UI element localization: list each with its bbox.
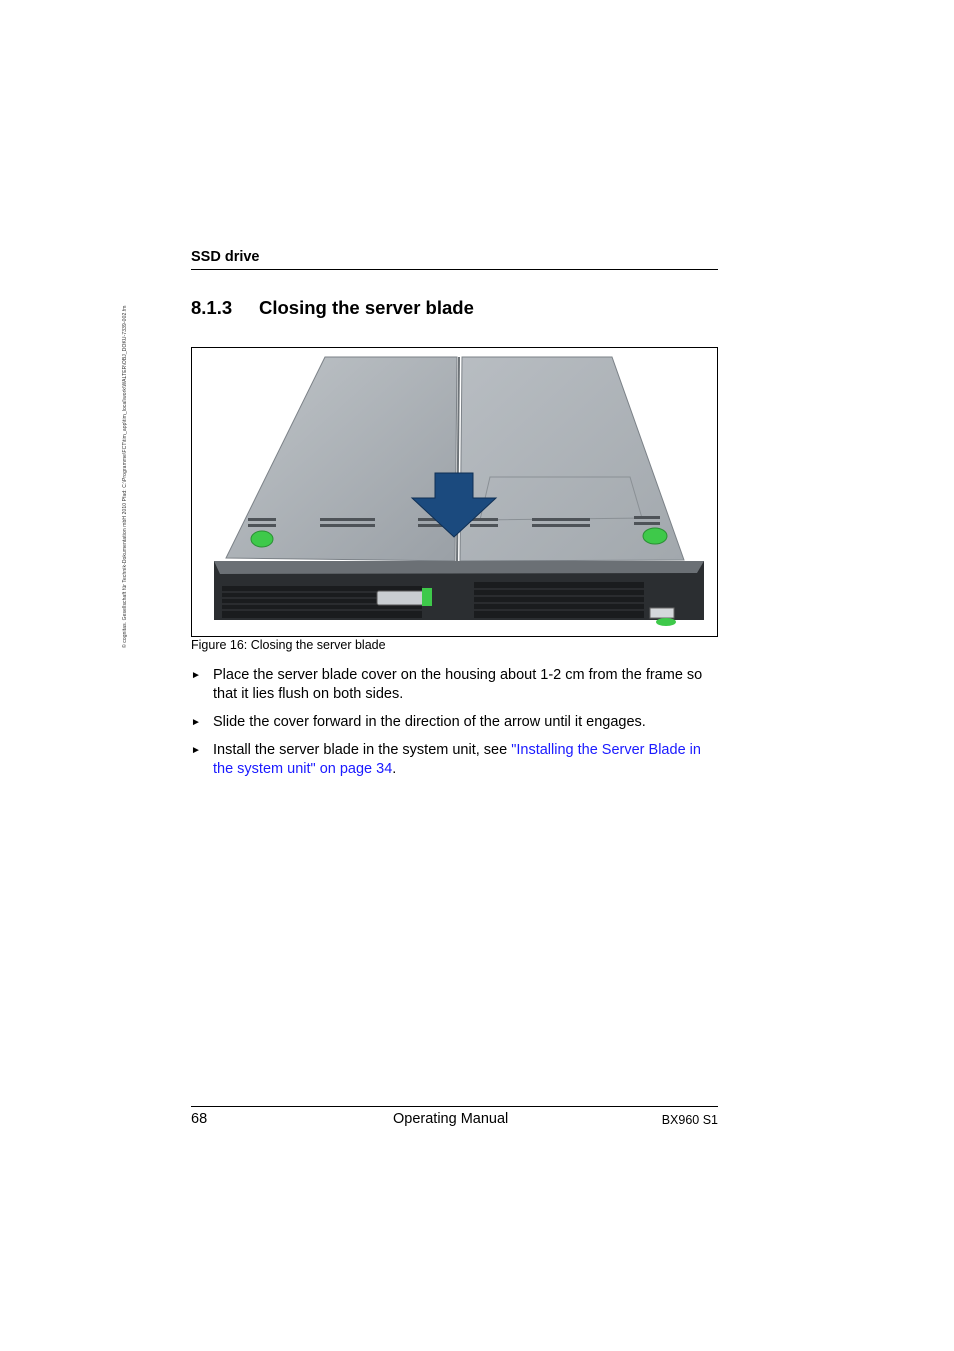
page-number: 68 (191, 1111, 208, 1127)
bullet-icon: ► (191, 745, 201, 756)
model-name: BX960 S1 (661, 1113, 718, 1127)
page-footer (191, 1106, 718, 1131)
server-blade-illustration (192, 348, 717, 636)
instruction-list (191, 666, 718, 788)
bullet-icon: ► (191, 717, 201, 728)
list-item (191, 713, 718, 732)
step-text-end: . (392, 761, 397, 777)
section-number: 8.1.3 (191, 297, 233, 318)
running-head: SSD drive (191, 249, 718, 270)
front-port (650, 608, 674, 618)
margin-file-path-note: © cognitas. Gesellschaft für Technik-Dokumentation mbH 2010 Pfad: C:\Programme\FCT\tim_app\tim_local\work\WALTER\OBJ_DOKU-7339-002.fm (122, 305, 128, 648)
step-text: Slide the cover forward in the direction of the arrow until it engages. (213, 714, 646, 730)
list-item (191, 666, 718, 704)
cover-panel-left (226, 357, 457, 561)
section-heading (191, 297, 718, 319)
step-text: Place the server blade cover on the housing about 1-2 cm from the frame so that it lies flush on both sides. (213, 667, 703, 702)
list-item (191, 741, 718, 779)
figure-server-blade (191, 347, 718, 637)
front-handle (377, 591, 425, 605)
front-latch-green (656, 618, 676, 626)
section-title: Closing the server blade (259, 297, 474, 318)
step-text: Install the server blade in the system unit, see (213, 742, 512, 758)
cover-latch-right (643, 528, 667, 544)
front-release-latch (422, 588, 432, 606)
bullet-icon: ► (191, 670, 201, 681)
figure-caption: Figure 16: Closing the server blade (191, 638, 386, 652)
front-vent-right (474, 582, 644, 618)
cross-reference-link[interactable]: "Installing the Server Blade in the system unit" on page 34 (213, 742, 701, 777)
manual-title: Operating Manual (393, 1111, 509, 1127)
cover-latch-left (251, 531, 273, 547)
